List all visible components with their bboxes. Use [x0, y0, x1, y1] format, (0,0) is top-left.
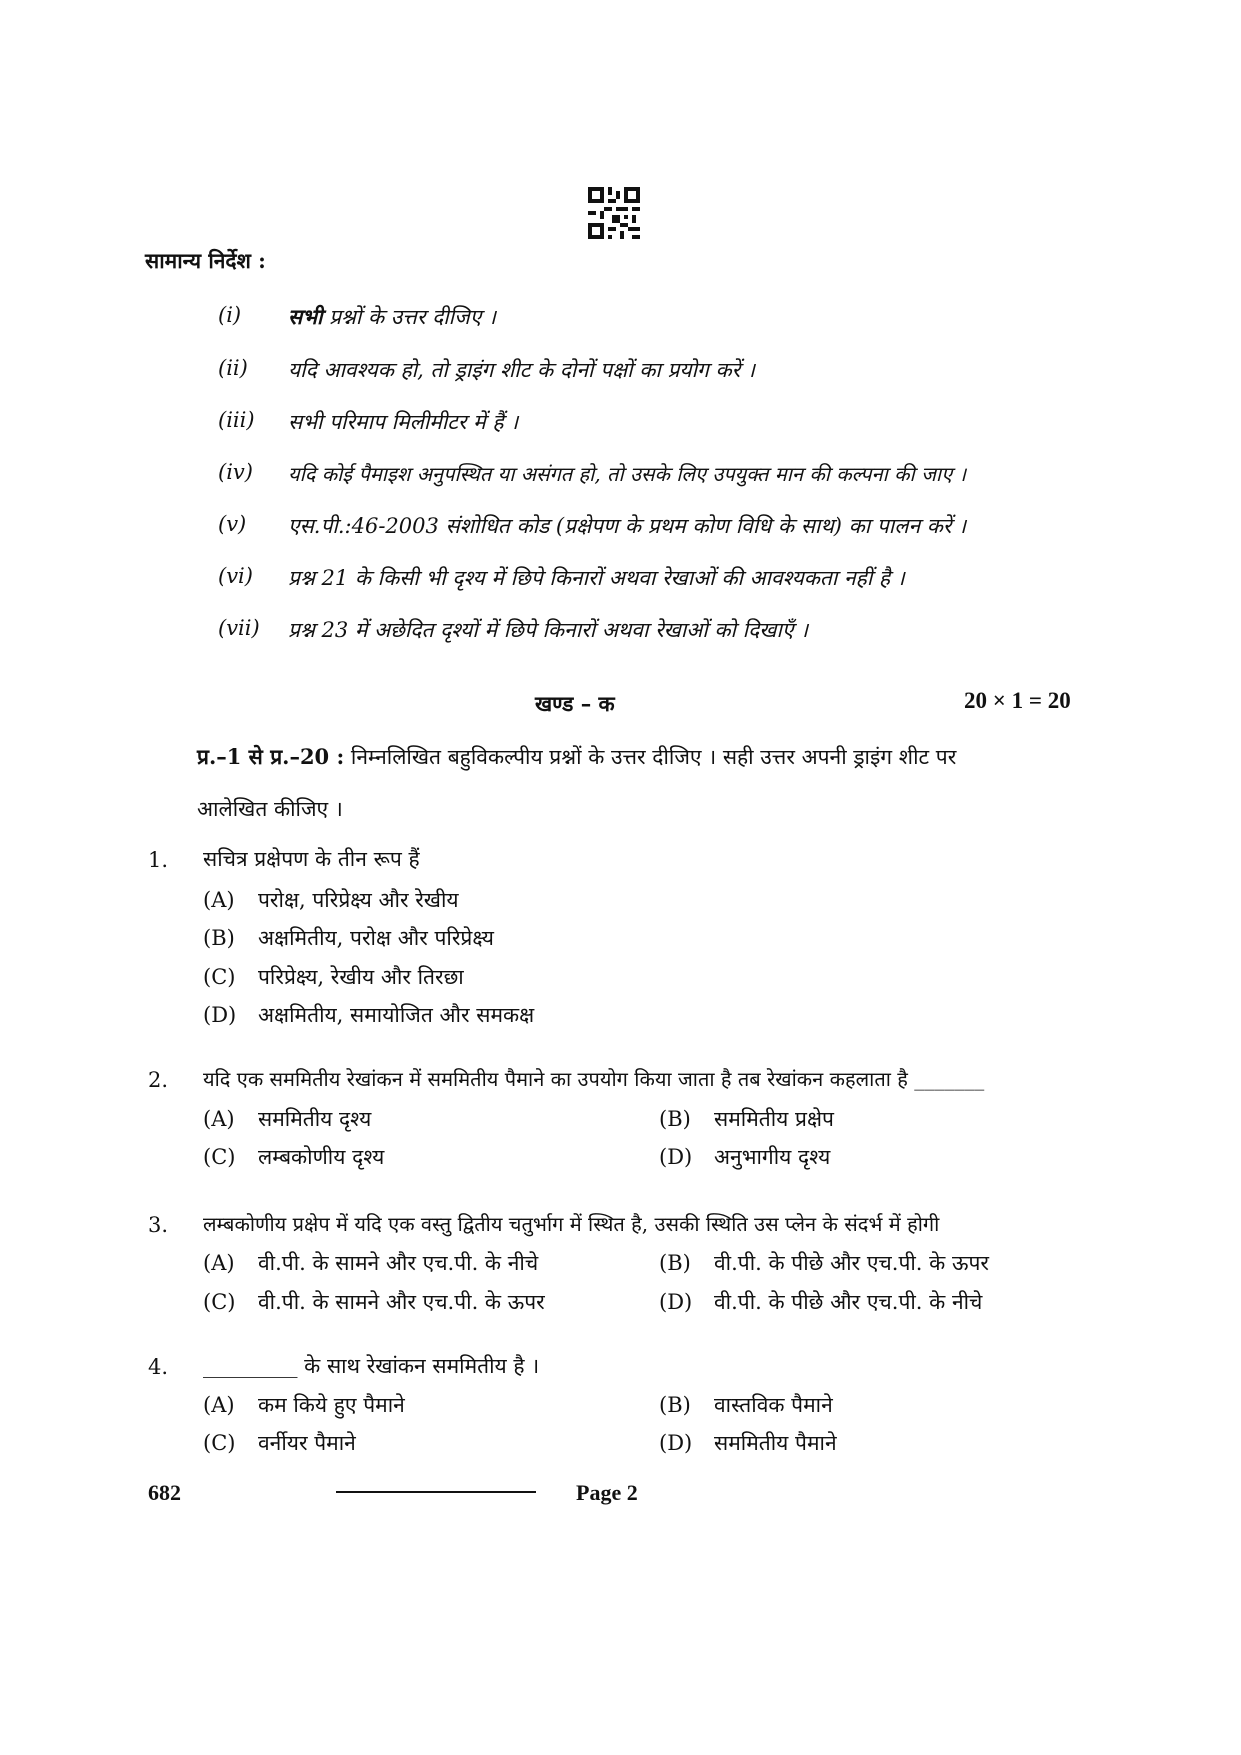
- option-item: [203, 1288, 545, 1316]
- question-text: यदि एक सममितीय रेखांकन में सममितीय पैमाने का उपयोग किया जाता है तब रेखांकन कहलाता है _______: [203, 1067, 985, 1091]
- option-label: (C): [203, 1145, 236, 1169]
- instruction-number: (i): [218, 303, 242, 327]
- general-instructions-heading: सामान्य निर्देश :: [145, 248, 266, 273]
- option-text: सममितीय दृश्य: [258, 1107, 372, 1131]
- option-item: [203, 1105, 371, 1133]
- option-label: (B): [659, 1107, 691, 1131]
- option-text: परोक्ष, परिप्रेक्ष्य और रेखीय: [258, 888, 459, 912]
- option-item: [203, 1001, 534, 1029]
- instruction-number: (ii): [218, 356, 248, 380]
- section-intro: [197, 743, 956, 771]
- option-label: (D): [659, 1431, 693, 1455]
- footer-divider: [336, 1491, 536, 1493]
- page-number: Page 2: [576, 1480, 638, 1505]
- option-item: [203, 1391, 405, 1419]
- option-item: [203, 886, 459, 914]
- option-label: (D): [659, 1290, 693, 1314]
- instruction-text: प्रश्न 21 के किसी भी दृश्य में छिपे किनारों अथवा रेखाओं की आवश्यकता नहीं है ।: [288, 566, 905, 590]
- option-text: लम्बकोणीय दृश्य: [258, 1145, 385, 1169]
- section-marks: 20 × 1 = 20: [964, 688, 1071, 713]
- option-label: (D): [659, 1145, 693, 1169]
- instruction-number: (vi): [218, 564, 253, 588]
- option-text: सममितीय प्रक्षेप: [714, 1107, 834, 1131]
- option-label: (A): [203, 1251, 235, 1275]
- intro-question-range: प्र.–1 से प्र.–20 :: [197, 744, 345, 769]
- option-item: [659, 1391, 833, 1419]
- option-label: (A): [203, 1107, 235, 1131]
- section-title: खण्ड – क: [535, 691, 615, 716]
- instruction-item: [218, 564, 1118, 592]
- option-item: [203, 1429, 356, 1457]
- qr-code-icon: [588, 187, 640, 239]
- option-item: [659, 1288, 982, 1316]
- option-item: [659, 1143, 830, 1171]
- option-label: (C): [203, 1290, 236, 1314]
- option-label: (B): [659, 1393, 691, 1417]
- option-text: अक्षमितीय, परोक्ष और परिप्रेक्ष्य: [258, 926, 494, 950]
- instruction-number: (iv): [218, 460, 253, 484]
- option-item: [659, 1249, 989, 1277]
- question-number: 1.: [148, 848, 169, 872]
- option-label: (A): [203, 1393, 235, 1417]
- option-text: वी.पी. के सामने और एच.पी. के नीचे: [258, 1251, 539, 1275]
- instruction-text: यदि कोई पैमाइश अनुपस्थित या असंगत हो, तो उसके लिए उपयुक्त मान की कल्पना की जाए ।: [288, 462, 967, 486]
- instruction-item: [218, 460, 1118, 488]
- option-text: कम किये हुए पैमाने: [258, 1393, 405, 1417]
- option-item: [203, 1143, 384, 1171]
- option-label: (B): [203, 926, 235, 950]
- option-label: (A): [203, 888, 235, 912]
- instruction-number: (iii): [218, 408, 255, 432]
- option-item: [203, 924, 494, 952]
- question-number: 2.: [148, 1068, 169, 1092]
- option-text: सममितीय पैमाने: [714, 1431, 837, 1455]
- option-text: वास्तविक पैमाने: [714, 1393, 833, 1417]
- option-item: [203, 963, 464, 991]
- question-number: 4.: [148, 1355, 169, 1379]
- instruction-text: प्रश्न 23 में अछेदित दृश्यों में छिपे किनारों अथवा रेखाओं को दिखाएँ ।: [288, 618, 809, 642]
- instruction-text: सभी परिमाप मिलीमीटर में हैं ।: [288, 410, 519, 434]
- instruction-text: सभी प्रश्नों के उत्तर दीजिए ।: [288, 304, 496, 329]
- instruction-text: एस.पी.:46-2003 संशोधित कोड (प्रक्षेपण के प्रथम कोण विधि के साथ) का पालन करें ।: [288, 514, 967, 538]
- option-label: (D): [203, 1003, 237, 1027]
- instruction-number: (vii): [218, 616, 260, 640]
- option-text: वी.पी. के पीछे और एच.पी. के नीचे: [714, 1290, 983, 1314]
- instruction-number: (v): [218, 512, 247, 536]
- option-text: अनुभागीय दृश्य: [714, 1145, 831, 1169]
- option-text: वी.पी. के सामने और एच.पी. के ऊपर: [258, 1290, 545, 1314]
- question-text: सचित्र प्रक्षेपण के तीन रूप हैं: [203, 847, 420, 871]
- option-text: वी.पी. के पीछे और एच.पी. के ऊपर: [714, 1251, 989, 1275]
- intro-text-line-2: आलेखित कीजिए ।: [197, 797, 343, 821]
- option-label: (B): [659, 1251, 691, 1275]
- option-text: परिप्रेक्ष्य, रेखीय और तिरछा: [258, 965, 464, 989]
- instruction-text: यदि आवश्यक हो, तो ड्राइंग शीट के दोनों पक्षों का प्रयोग करें ।: [288, 358, 755, 382]
- option-text: अक्षमितीय, समायोजित और समकक्ष: [258, 1003, 535, 1027]
- question-text: _________ के साथ रेखांकन सममितीय है ।: [203, 1354, 540, 1378]
- option-item: [659, 1105, 834, 1133]
- instruction-item: [218, 512, 1118, 540]
- option-label: (C): [203, 965, 236, 989]
- instruction-item: [218, 356, 1118, 384]
- option-text: वर्नीयर पैमाने: [258, 1431, 356, 1455]
- question-number: 3.: [148, 1213, 169, 1237]
- intro-text-line-1: निम्नलिखित बहुविकल्पीय प्रश्नों के उत्तर दीजिए । सही उत्तर अपनी ड्राइंग शीट पर: [344, 745, 957, 769]
- option-item: [203, 1249, 538, 1277]
- instruction-item: [218, 616, 1118, 644]
- paper-code: 682: [148, 1480, 181, 1505]
- question-text: लम्बकोणीय प्रक्षेप में यदि एक वस्तु द्वितीय चतुर्भाग में स्थित है, उसकी स्थिति उस प्लेन के संदर्भ में होगी: [203, 1212, 940, 1236]
- instruction-item: [218, 408, 1118, 436]
- option-item: [659, 1429, 837, 1457]
- instruction-item: [218, 303, 1118, 331]
- option-label: (C): [203, 1431, 236, 1455]
